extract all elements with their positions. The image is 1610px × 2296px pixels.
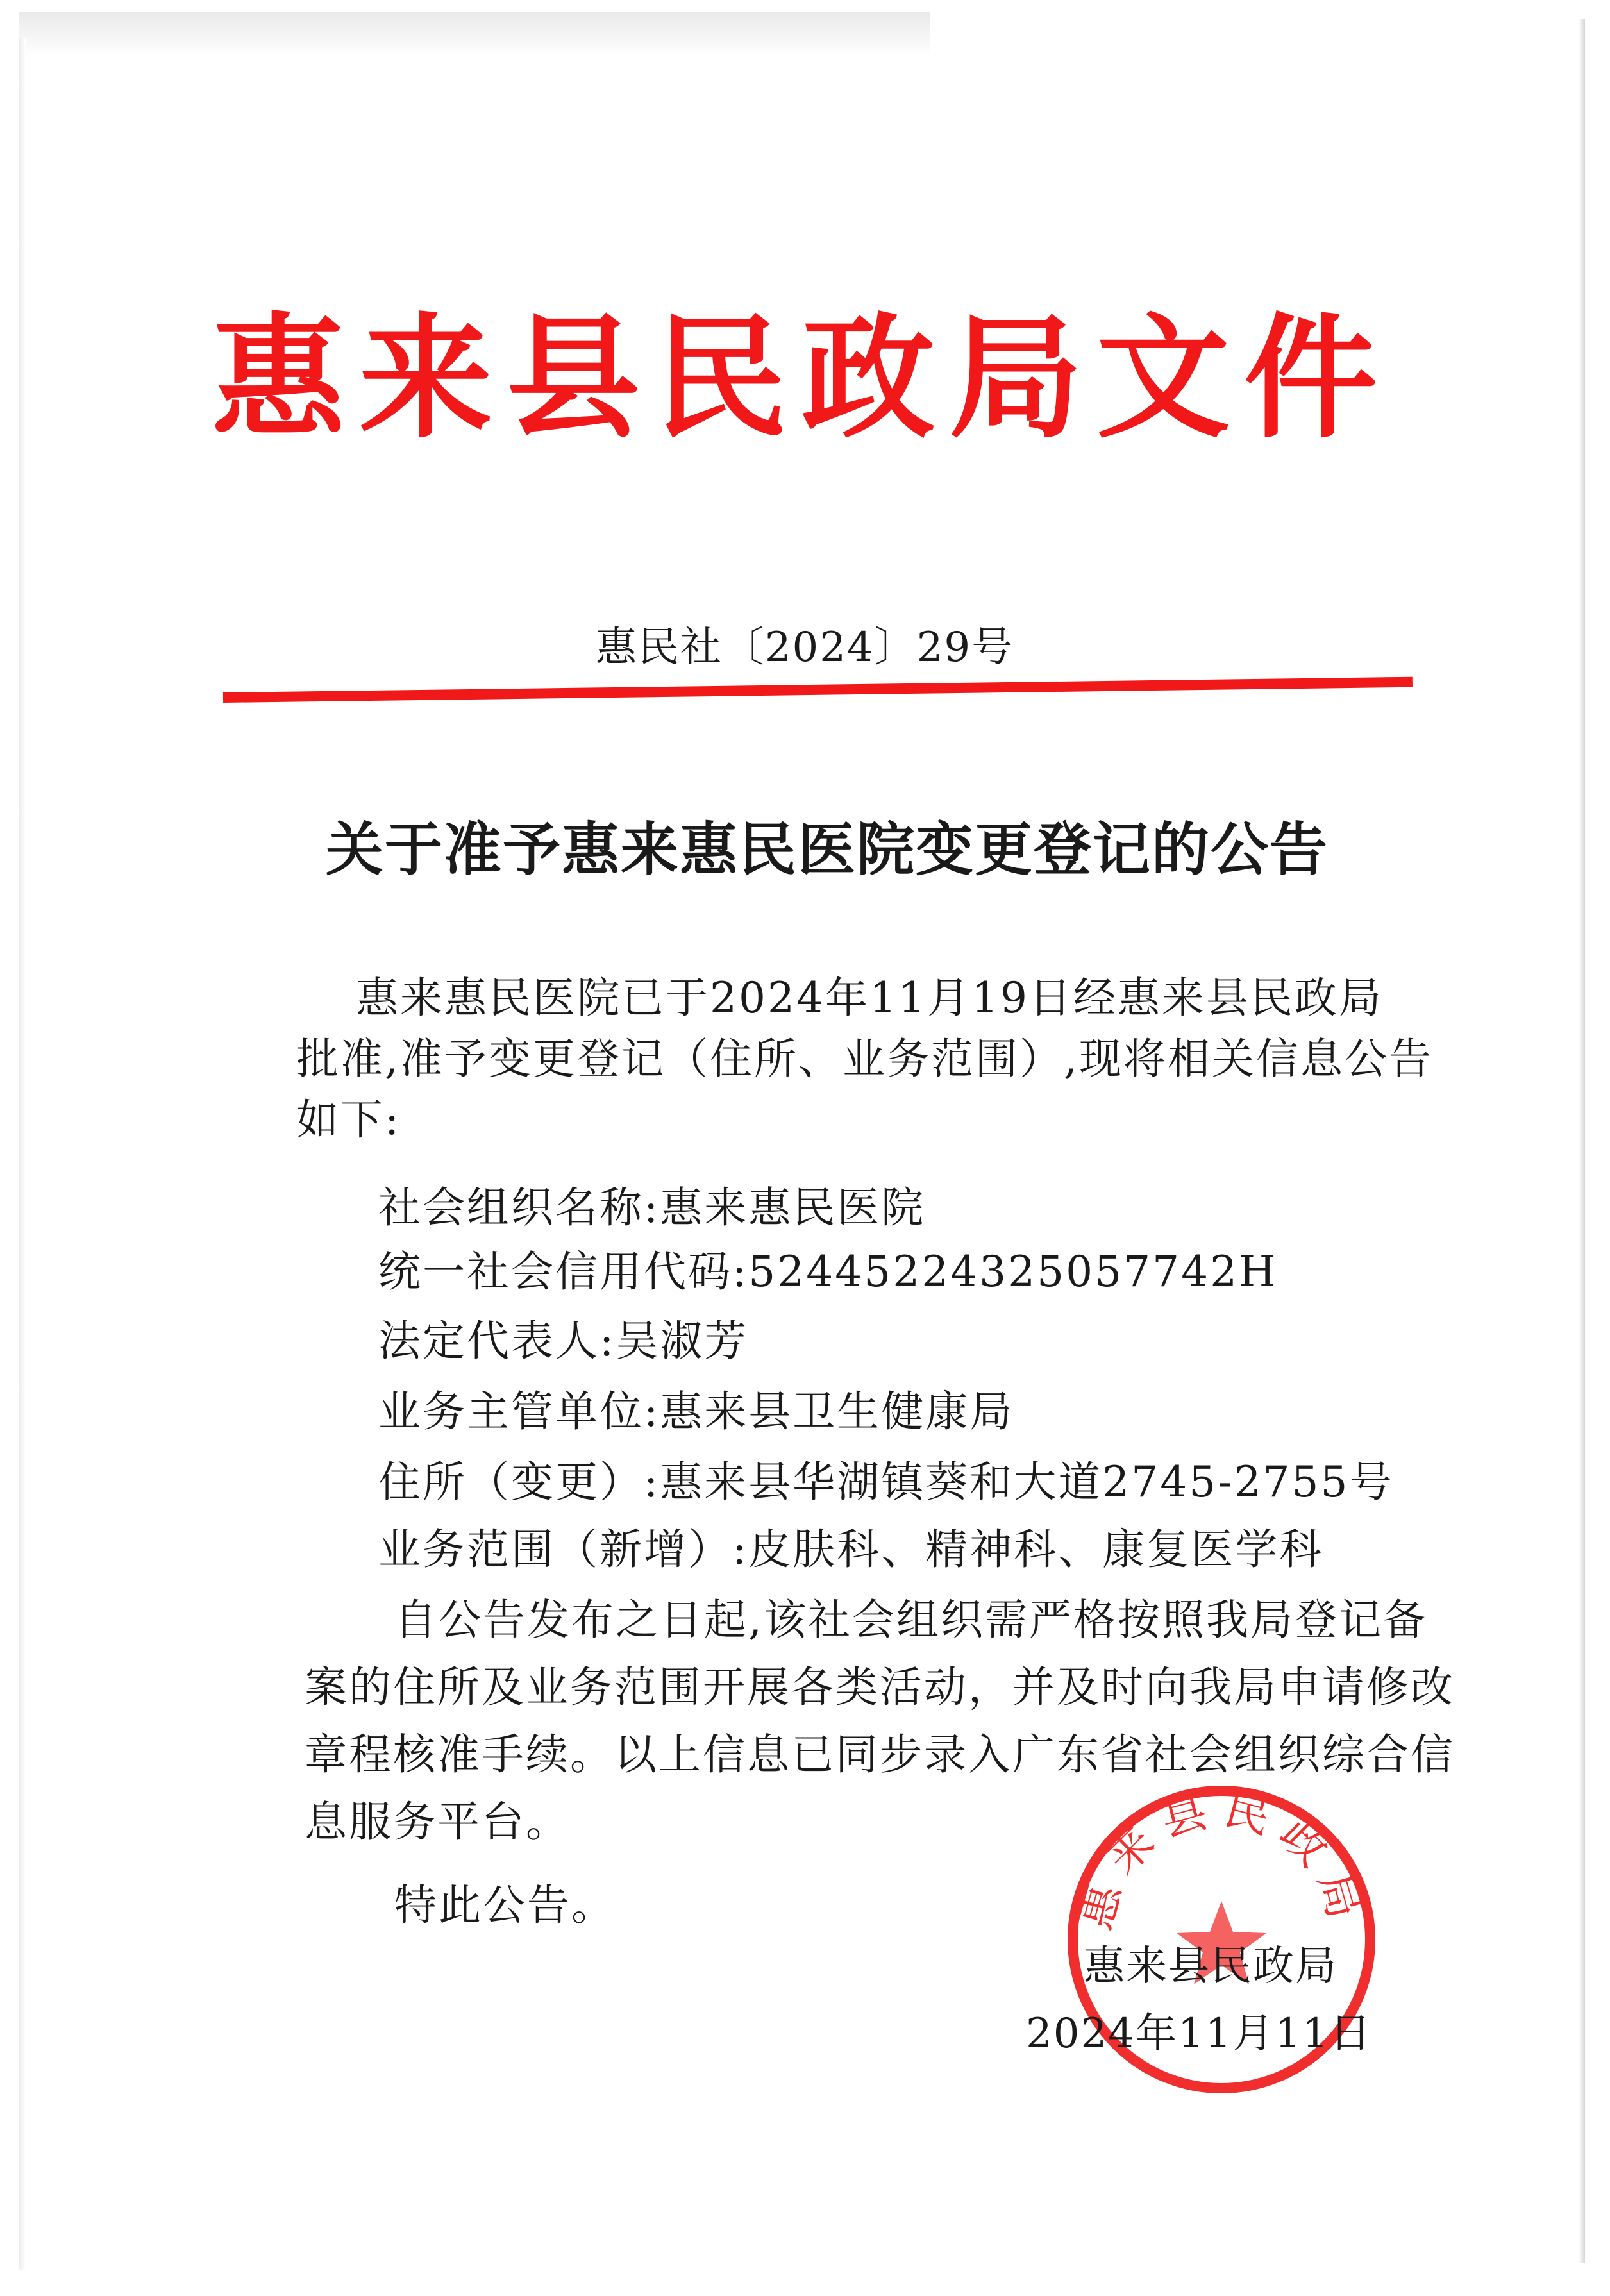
field-value: 52445224325057742H bbox=[748, 1247, 1278, 1296]
document-number: 惠民社〔2024〕29号 bbox=[595, 624, 1014, 671]
notice-title: 关于准予惠来惠民医院变更登记的公告 bbox=[326, 816, 1329, 884]
closing-line: 章程核准手续。以上信息已同步录入广东省社会组织综合信 bbox=[305, 1730, 1455, 1779]
closing-line: 案的住所及业务范围开展各类活动，并及时向我局申请修改 bbox=[305, 1663, 1455, 1712]
intro-line: 惠来惠民医院已于2024年11月19日经惠来县民政局 bbox=[356, 973, 1383, 1023]
intro-line: 如下: bbox=[296, 1095, 401, 1144]
footer-date: 2024年11月11日 bbox=[1026, 2010, 1372, 2057]
field-label: 统一社会信用代码: bbox=[378, 1247, 749, 1296]
intro-line: 批准,准予变更登记（住所、业务范围）,现将相关信息公告 bbox=[296, 1034, 1433, 1084]
field-supervising-unit bbox=[378, 1378, 1014, 1445]
field-label: 业务主管单位: bbox=[378, 1387, 660, 1436]
field-address-changed bbox=[378, 1449, 1393, 1516]
field-legal-representative bbox=[378, 1308, 748, 1375]
field-value: 惠来县华湖镇葵和大道2745-2755号 bbox=[660, 1457, 1394, 1507]
field-label: 法定代表人: bbox=[378, 1316, 616, 1366]
sign-off: 特此公告。 bbox=[394, 1881, 616, 1930]
field-credit-code bbox=[378, 1239, 1278, 1305]
document-header-title: 惠来县民政局文件 bbox=[212, 300, 1391, 457]
scan-edge-top bbox=[19, 12, 930, 56]
closing-line: 息服务平台。 bbox=[305, 1797, 570, 1847]
field-value: 皮肤科、精神科、康复医学科 bbox=[748, 1525, 1324, 1574]
footer-organization: 惠来县民政局 bbox=[1084, 1943, 1337, 1990]
seal-text: 惠来县民政局 bbox=[1068, 1782, 1375, 1936]
field-organization-name bbox=[378, 1175, 925, 1241]
field-value: 惠来惠民医院 bbox=[660, 1183, 926, 1232]
field-business-scope-added bbox=[378, 1516, 1323, 1583]
field-label: 业务范围（新增）: bbox=[378, 1525, 749, 1574]
field-label: 住所（变更）: bbox=[378, 1457, 660, 1507]
field-value: 惠来县卫生健康局 bbox=[660, 1387, 1014, 1436]
scan-edge-left bbox=[19, 38, 26, 2270]
field-value: 吴淑芳 bbox=[616, 1316, 749, 1366]
closing-line: 自公告发布之日起,该社会组织需严格按照我局登记备 bbox=[394, 1595, 1427, 1645]
scan-edge-right bbox=[1579, 19, 1585, 2263]
red-divider-line bbox=[223, 677, 1413, 703]
field-label: 社会组织名称: bbox=[378, 1183, 660, 1232]
